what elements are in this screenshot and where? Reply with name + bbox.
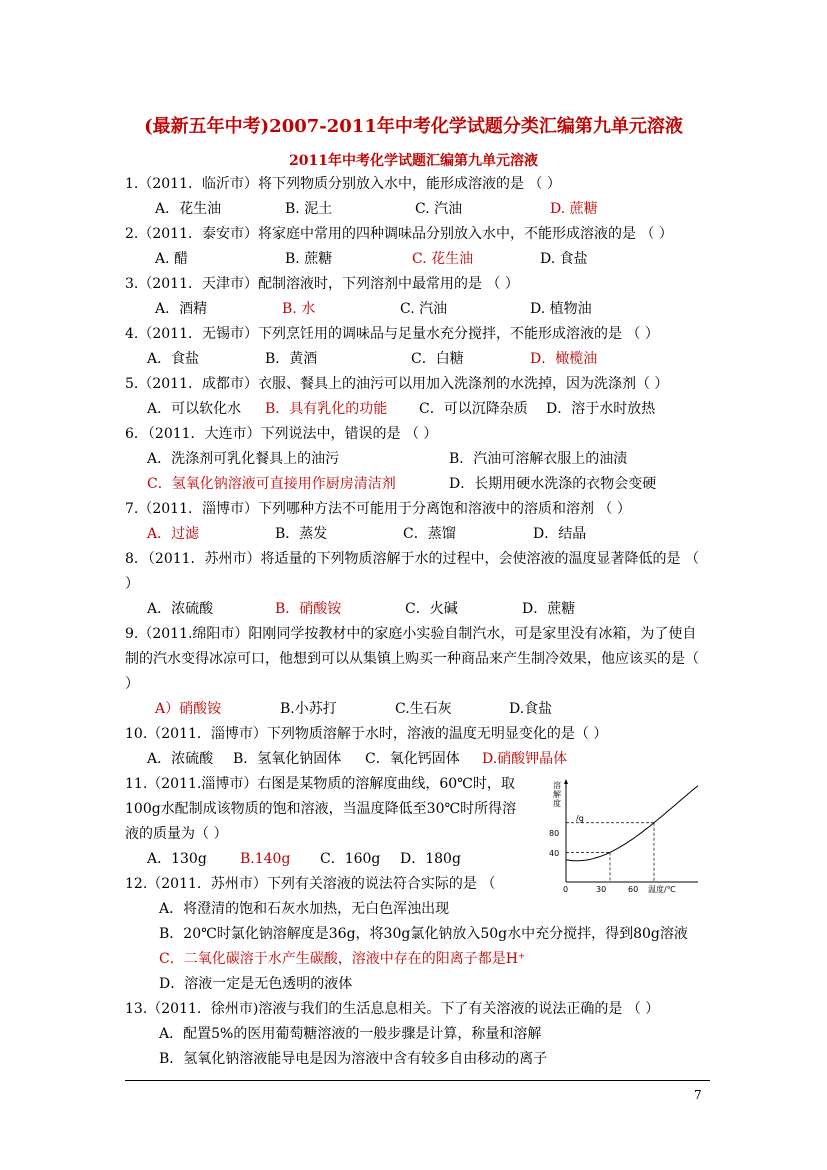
option: C．白糖 bbox=[411, 351, 464, 367]
option: B．氢氧化钠固体 bbox=[233, 751, 342, 767]
option: D．蔗糖 bbox=[522, 601, 576, 617]
question-options bbox=[125, 697, 710, 722]
option: B．蒸发 bbox=[275, 526, 328, 542]
option: D．溶于水时放热 bbox=[546, 401, 656, 417]
question-stem: 6．（2011．大连市）下列说法中，错误的是 （ ） bbox=[125, 426, 438, 442]
question-stem: 12.（2011．苏州市）下列有关溶液的说法符合实际的是 （ bbox=[125, 876, 496, 892]
question-stem: 10.（2011．淄博市）下列物质溶解于水时，溶液的温度无明显变化的是（ ） bbox=[125, 726, 608, 742]
option-answer: B.140g bbox=[240, 851, 291, 867]
question-options bbox=[125, 347, 710, 372]
option: C．160g bbox=[320, 851, 381, 867]
option: D．溶液一定是无色透明的液体 bbox=[159, 976, 353, 992]
question-stem: 11.（2011.淄博市）右图是某物质的溶解度曲线，60℃时，取100g水配制成该物质的饱和溶液，当温度降低至30℃时所得溶液的质量为（ ） bbox=[125, 776, 517, 842]
option-answer: C．二氧化碳溶于水产生碳酸，溶液中存在的阳离子都是H⁺ bbox=[159, 951, 526, 967]
question-options bbox=[125, 197, 710, 222]
option: C．可以沉降杂质 bbox=[419, 401, 528, 417]
option: C.生石灰 bbox=[395, 701, 452, 717]
option: B. 蔗糖 bbox=[285, 251, 333, 267]
y-tick-label: 40 bbox=[549, 849, 560, 858]
option: A. 醋 bbox=[155, 251, 189, 267]
question-options bbox=[125, 597, 710, 622]
question-stem: 1.（2011．临沂市）将下列物质分别放入水中，能形成溶液的是 （ ） bbox=[125, 176, 561, 192]
option-answer: C. 花生油 bbox=[412, 251, 474, 267]
option: A．花生油 bbox=[155, 201, 222, 217]
option: A．可以软化水 bbox=[147, 401, 242, 417]
option-answer: D．橄榄油 bbox=[530, 351, 598, 367]
option: D.食盐 bbox=[509, 701, 553, 717]
solubility-curve-chart bbox=[548, 776, 708, 896]
option: A．酒精 bbox=[155, 301, 208, 317]
option: B．氢氧化钠溶液能导电是因为溶液中含有较多自由移动的离子 bbox=[159, 1051, 548, 1067]
question-stem: 3.（2011．天津市）配制溶液时，下列溶剂中最常用的是 （ ） bbox=[125, 276, 519, 292]
option: A．130g bbox=[147, 851, 207, 867]
question-options bbox=[125, 747, 710, 772]
option: C．蒸馏 bbox=[403, 526, 456, 542]
question-options bbox=[125, 297, 710, 322]
question-options bbox=[125, 397, 710, 422]
option: B.小苏打 bbox=[280, 701, 337, 717]
y-axis-label-char: 解 bbox=[553, 790, 561, 799]
option: C. 汽油 bbox=[415, 201, 463, 217]
question-stem: 2.（2011．泰安市）将家庭中常用的四种调味品分别放入水中，不能形成溶液的是 （ ） bbox=[125, 226, 673, 242]
option: C. 汽油 bbox=[400, 301, 448, 317]
question-options bbox=[125, 247, 710, 272]
question-stem: 5.（2011．成都市）衣服、餐具上的油污可以用加入洗涤剂的水洗掉，因为洗涤剂（ ） bbox=[125, 376, 669, 392]
option: A．洗涤剂可乳化餐具上的油污 bbox=[147, 451, 340, 467]
x-tick-label: 60 bbox=[628, 885, 639, 894]
option: B．黄酒 bbox=[265, 351, 318, 367]
x-tick-label: 30 bbox=[596, 885, 607, 894]
page-number: 7 bbox=[694, 1088, 702, 1102]
option: D. 食盐 bbox=[540, 251, 588, 267]
y-axis-label-char: 溶 bbox=[553, 781, 561, 790]
option: B．20℃时氯化钠溶解度是36g，将30g氯化钠放入50g水中充分搅拌，得到80g溶液 bbox=[159, 926, 688, 942]
question-stem: 4.（2011．无锡市）下列烹饪用的调味品与足量水充分搅拌，不能形成溶液的是 （ ） bbox=[125, 326, 659, 342]
document-title: (最新五年中考)2007-2011年中考化学试题分类汇编第九单元溶液 bbox=[144, 116, 683, 137]
option: A．配置5%的医用葡萄糖溶液的一般步骤是计算，称量和溶解 bbox=[159, 1026, 542, 1042]
option: B. 泥土 bbox=[285, 201, 333, 217]
option-answer: A．过滤 bbox=[147, 526, 200, 542]
option: C．火碱 bbox=[405, 601, 458, 617]
option: D．结晶 bbox=[533, 526, 587, 542]
y-tick-label: 80 bbox=[549, 829, 560, 838]
y-axis-label bbox=[553, 780, 561, 808]
option: A．食盐 bbox=[147, 351, 200, 367]
option: B．汽油可溶解衣服上的油渍 bbox=[449, 451, 628, 467]
question-stem: 9.（2011.绵阳市）阳刚同学按教材中的家庭小实验自制汽水，可是家里没有冰箱，为了使自制的汽水变得冰凉可口，他想到可以从集镇上购买一种商品来产生制冷效果，他应该买的是（ ） bbox=[125, 626, 699, 692]
option: A．浓硫酸 bbox=[147, 601, 214, 617]
option: C．氧化钙固体 bbox=[365, 751, 460, 767]
question-stem: 13.（2011．徐州市)溶液与我们的生活息息相关。下了有关溶液的说法正确的是 （ ） bbox=[125, 1001, 660, 1017]
option-answer: B．具有乳化的功能 bbox=[265, 401, 388, 417]
question-options bbox=[125, 522, 710, 547]
option: A．将澄清的饱和石灰水加热，无白色浑浊出现 bbox=[159, 901, 450, 917]
option-answer: D.硝酸钾晶体 bbox=[482, 751, 568, 767]
question-list bbox=[125, 172, 710, 1072]
x-axis-label: 温度/℃ bbox=[648, 885, 676, 894]
x-tick-label: 0 bbox=[563, 885, 569, 894]
option: A．浓硫酸 bbox=[147, 751, 214, 767]
option-answer: B．硝酸铵 bbox=[275, 601, 342, 617]
question-options bbox=[125, 447, 710, 472]
option: D. 植物油 bbox=[530, 301, 592, 317]
option-answer: C．氢氧化钠溶液可直接用作厨房清洁剂 bbox=[147, 476, 396, 492]
question-stem: 8．（2011．苏州市）将适量的下列物质溶解于水的过程中，会使溶液的温度显著降低的是 （ ） bbox=[125, 551, 699, 592]
option: D．长期用硬水洗涤的衣物会变硬 bbox=[449, 476, 657, 492]
option-answer: A）硝酸铵 bbox=[155, 701, 222, 717]
question-options bbox=[125, 472, 710, 497]
solubility-curve bbox=[566, 786, 698, 861]
y-axis-unit: /g bbox=[576, 814, 584, 823]
option: D．180g bbox=[400, 851, 461, 867]
option-answer: B. 水 bbox=[282, 301, 316, 317]
footer-rule bbox=[125, 1080, 710, 1081]
option-answer: D. 蔗糖 bbox=[550, 201, 598, 217]
document-subtitle: 2011年中考化学试题汇编第九单元溶液 bbox=[289, 153, 538, 169]
y-axis-arrow bbox=[564, 779, 568, 784]
question-stem: 7.（2011．淄博市）下列哪种方法不可能用于分离饱和溶液中的溶质和溶剂 （ ） bbox=[125, 501, 631, 517]
y-axis-label-char: 度 bbox=[553, 799, 561, 808]
